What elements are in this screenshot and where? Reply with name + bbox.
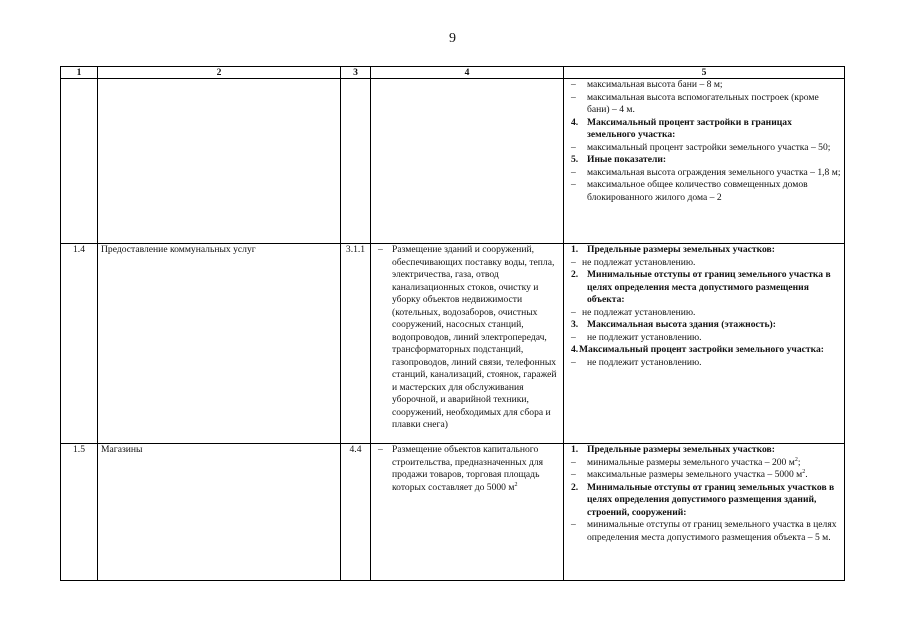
item-text: Максимальная высота здания (этажность):: [587, 319, 776, 330]
parameter-item: [567, 307, 841, 320]
use-type-name: Предоставление коммунальных услуг: [98, 244, 341, 444]
column-header-5: 5: [564, 67, 845, 79]
item-number: 2.: [571, 481, 579, 493]
item-text: максимальные размеры земельного участка – 5000 м: [587, 469, 803, 480]
item-text: минимальные размеры земельного участка – 200 м: [587, 456, 795, 468]
column-number-row: [61, 67, 845, 79]
cell-empty: [98, 79, 341, 244]
item-number: 4.: [571, 116, 579, 128]
item-text: Максимальный процент застройки в границах земельного участка:: [587, 116, 792, 140]
item-number: 1.: [571, 244, 579, 255]
item-number: 5.: [571, 154, 579, 165]
item-text: максимальное общее количество совмещенных домов блокированного жилого дома – 2: [587, 179, 808, 203]
parameter-heading: [567, 154, 841, 167]
cell-parameters: [564, 444, 845, 581]
item-text: не подлежат установлению.: [582, 306, 696, 318]
item-number: 3.: [571, 319, 579, 330]
parameter-item: [567, 142, 841, 155]
parameters-list: [567, 79, 841, 204]
superscript: 2: [514, 481, 518, 488]
use-description: [374, 444, 560, 494]
parameter-item: [567, 332, 841, 345]
table-row-continuation: [61, 79, 845, 244]
parameter-heading: [567, 344, 841, 357]
parameter-item: [567, 519, 841, 544]
item-text: максимальная высота бани – 8 м;: [587, 79, 723, 90]
item-text: не подлежит установлению.: [587, 356, 702, 368]
item-text: Предельные размеры земельных участков:: [587, 244, 775, 255]
description-text: Размещение объектов капитального строительства, предназначенных для продажи товаров, торговая площадь которых составляет до 5000 м: [392, 444, 544, 493]
item-text: Иные показатели:: [587, 154, 667, 165]
item-number: 4.: [571, 344, 579, 355]
parameter-item: [567, 179, 841, 204]
item-text: минимальные отступы от границ земельного участка в целях определения места допустимого размещения объекта – 5 м.: [587, 519, 837, 543]
item-text: Минимальные отступы от границ земельного участка в целях определения места допустимого размещения объекта:: [587, 269, 831, 305]
column-header-1: 1: [61, 67, 98, 79]
item-tail: .: [805, 469, 808, 480]
parameter-heading: [567, 269, 841, 307]
parameters-list: [567, 244, 841, 369]
item-tail: ;: [797, 456, 801, 468]
cell-parameters: [564, 244, 845, 444]
use-type-code: 3.1.1: [341, 244, 371, 444]
parameter-heading: [567, 482, 841, 520]
use-description: – Размещение зданий и сооружений, обеспечивающих поставку воды, тепла, электричества, газа, отвод канализационных стоков, очистку и уборку объектов недвижимости (котельных, водозаборов, очистных сооружений, насосных станций, водопроводов, линий электропередач, трансформаторных подстанций, газопроводов, линий связи, телефонных станций, канализаций, стоянок, гаражей и мастерских для обслуживания уборочной, и аварийной техники, сооружений, необходимых для сбора и плавки снега): [374, 244, 560, 432]
table-row: [61, 244, 845, 444]
parameter-item: [567, 92, 841, 117]
table-row: [61, 444, 845, 581]
parameter-heading: [567, 319, 841, 332]
item-number: 2.: [571, 269, 579, 280]
cell-description: [371, 244, 564, 444]
superscript: 2: [802, 468, 806, 475]
parameter-item: [567, 469, 841, 482]
item-text: максимальная высота ограждения земельного участка – 1,8 м;: [587, 166, 841, 178]
superscript: 2: [794, 456, 798, 463]
parameters-list: [567, 444, 841, 544]
row-number: 1.5: [61, 444, 98, 581]
parameter-item: [567, 79, 841, 92]
item-text: Предельные размеры земельных участков:: [587, 444, 775, 455]
item-text: максимальный процент застройки земельного участка – 50;: [587, 141, 831, 153]
zoning-table: [60, 66, 845, 581]
item-text: не подлежит установлению.: [587, 331, 702, 343]
cell-description: [371, 444, 564, 581]
parameter-item: [567, 257, 841, 270]
item-number: 1.: [571, 444, 579, 455]
cell-empty: [371, 79, 564, 244]
column-header-3: 3: [341, 67, 371, 79]
parameter-item: [567, 357, 841, 370]
row-number: 1.4: [61, 244, 98, 444]
item-text: Максимальный процент застройки земельного участка:: [579, 344, 824, 355]
item-text: максимальная высота вспомогательных построек (кроме бани) – 4 м.: [587, 91, 819, 115]
parameter-heading: [567, 117, 841, 142]
item-text: не подлежат установлению.: [582, 256, 696, 268]
column-header-4: 4: [371, 67, 564, 79]
use-type-name: Магазины: [98, 444, 341, 581]
cell-parameters: [564, 79, 845, 244]
column-header-2: 2: [98, 67, 341, 79]
page-number: 9: [449, 31, 456, 46]
parameter-item: [567, 167, 841, 180]
parameter-item: [567, 457, 841, 470]
parameter-heading: [567, 444, 841, 457]
item-text: Минимальные отступы от границ земельных участков в целях определения допустимого размещения зданий, строений, сооружений:: [587, 481, 835, 518]
cell-empty: [61, 79, 98, 244]
cell-empty: [341, 79, 371, 244]
parameter-heading: [567, 244, 841, 257]
use-type-code: 4.4: [341, 444, 371, 581]
